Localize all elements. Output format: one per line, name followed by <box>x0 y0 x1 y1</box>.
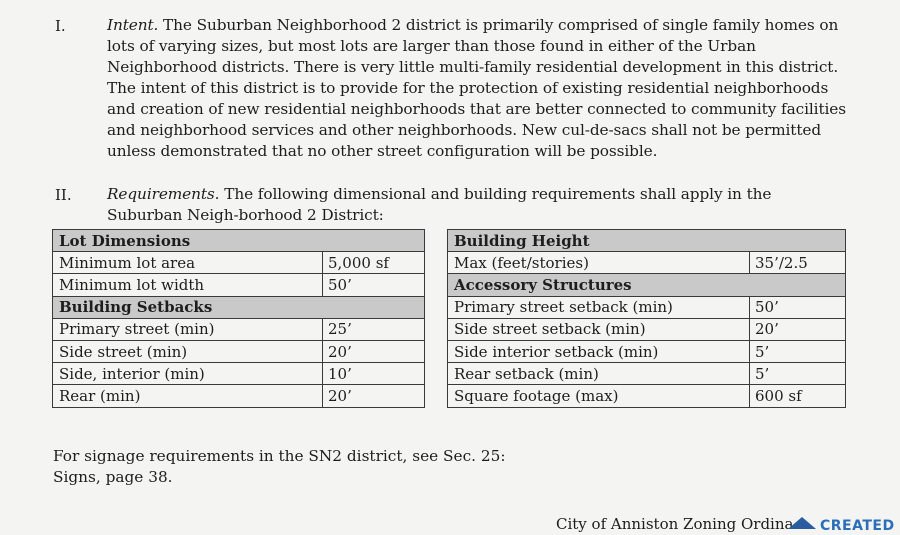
signage-footnote <box>53 446 505 488</box>
row-label: Primary street setback (min) <box>448 296 750 318</box>
row-value: 20’ <box>323 340 425 362</box>
row-label: Primary street (min) <box>53 318 323 340</box>
row-value: 50’ <box>750 296 846 318</box>
intent-label: Intent. <box>107 16 159 34</box>
requirements-paragraph <box>107 184 847 226</box>
row-value: 5,000 sf <box>323 252 425 274</box>
intent-text: The Suburban Neighborhood 2 district is primarily comprised of single family homes on lots of varying sizes, but most lots are larger than those found in either of the Urban Neighborhood districts. There is very little multi-family residential development in this district. The intent of this district is to provide for the protection of existing residential neighborhoods and creation of new residential neighborhoods that are better connected to community facilities and neighborhood services and other neighborhoods. New cul-de-sacs shall not be permitted unless demonstrated that no other street configuration will be possible. <box>107 16 847 160</box>
row-value: 25’ <box>323 318 425 340</box>
table-row <box>53 274 425 296</box>
table-row <box>53 340 425 362</box>
accessory-structures-heading: Accessory Structures <box>448 274 846 296</box>
section-numeral-requirements: II. <box>55 186 72 204</box>
row-value: 35’/2.5 <box>750 252 846 274</box>
footnote-line-1: For signage requirements in the SN2 district, see Sec. 25: <box>53 447 506 465</box>
table-row <box>53 363 425 385</box>
row-label: Side street (min) <box>53 340 323 362</box>
table-row <box>53 318 425 340</box>
row-label: Minimum lot area <box>53 252 323 274</box>
table-row <box>53 385 425 407</box>
row-label: Rear (min) <box>53 385 323 407</box>
logo-text: CREATED <box>820 518 895 534</box>
table-row <box>448 296 846 318</box>
table-row <box>53 252 425 274</box>
lot-dimensions-heading: Lot Dimensions <box>53 230 425 252</box>
page-footer-title: City of Anniston Zoning Ordina <box>556 515 794 533</box>
section-numeral-intent: I. <box>55 17 66 35</box>
row-label: Side, interior (min) <box>53 363 323 385</box>
row-value: 600 sf <box>750 385 846 407</box>
building-setbacks-heading: Building Setbacks <box>53 296 425 318</box>
house-roof-icon <box>788 517 816 529</box>
table-section-heading <box>448 274 846 296</box>
created-logo <box>788 515 900 535</box>
building-height-heading: Building Height <box>448 230 846 252</box>
table-row <box>448 318 846 340</box>
table-row <box>448 363 846 385</box>
table-row <box>448 340 846 362</box>
row-value: 50’ <box>323 274 425 296</box>
row-value: 20’ <box>750 318 846 340</box>
row-value: 20’ <box>323 385 425 407</box>
table-section-heading <box>53 230 425 252</box>
row-value: 10’ <box>323 363 425 385</box>
table-section-heading <box>53 296 425 318</box>
footnote-line-2: Signs, page 38. <box>53 468 173 486</box>
row-label: Max (feet/stories) <box>448 252 750 274</box>
requirements-label: Requirements. <box>107 185 220 203</box>
row-label: Side interior setback (min) <box>448 340 750 362</box>
row-label: Side street setback (min) <box>448 318 750 340</box>
table-section-heading <box>448 230 846 252</box>
row-value: 5’ <box>750 340 846 362</box>
row-label: Rear setback (min) <box>448 363 750 385</box>
intent-paragraph <box>107 15 847 162</box>
requirements-text: The following dimensional and building requirements shall apply in the Suburban Neigh-borhood 2 District: <box>107 185 772 224</box>
table-row <box>448 252 846 274</box>
row-label: Minimum lot width <box>53 274 323 296</box>
table-row <box>448 385 846 407</box>
row-label: Square footage (max) <box>448 385 750 407</box>
building-height-table <box>447 229 846 408</box>
row-value: 5’ <box>750 363 846 385</box>
lot-dimensions-table <box>52 229 425 408</box>
